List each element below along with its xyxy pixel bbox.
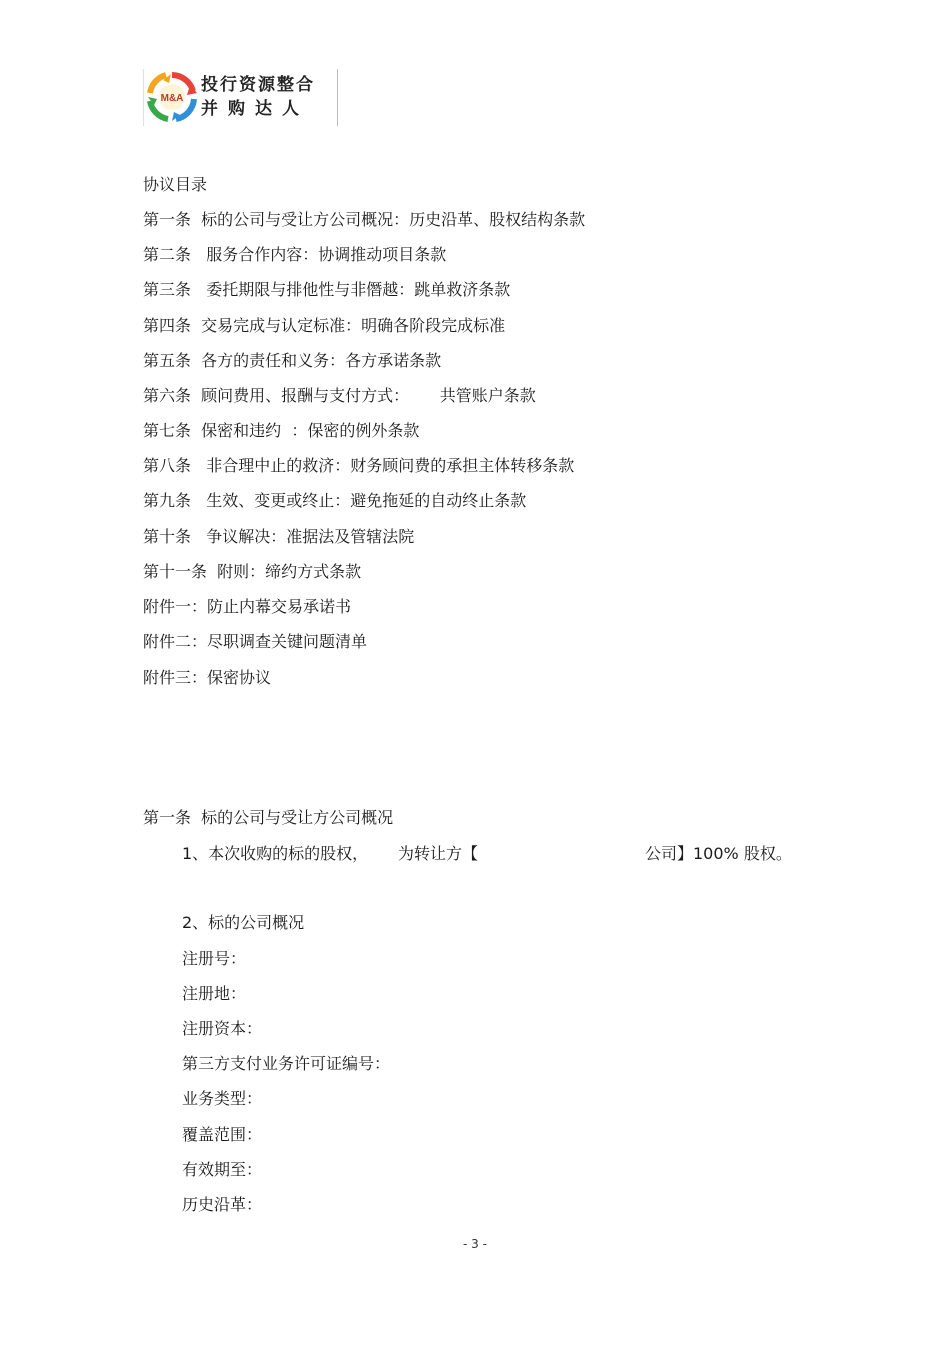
article-1-para-1-transferor: 为转让方【 [398,844,479,863]
company-field-label: 覆盖范围： [182,1125,263,1144]
toc-item: 第八条 非合理中止的救济：财务顾问费的承担主体转移条款 [143,456,575,475]
company-logo [143,69,338,126]
toc-item: 第六条 顾问费用、报酬与支付方式： 共管账户条款 [143,386,536,405]
article-1-para-1-end: 公司】100% 股权。 [645,844,792,863]
toc-item: 第四条 交易完成与认定标准：明确各阶段完成标准 [143,316,506,335]
page-number: - 3 - [463,1237,487,1251]
toc-title: 协议目录 [143,175,208,194]
toc-item: 附件一：防止内幕交易承诺书 [143,597,352,616]
toc-item: 第五条 各方的责任和义务：各方承诺条款 [143,351,442,370]
company-field-label: 注册号： [182,949,247,968]
toc-item: 第十一条 附则：缔约方式条款 [143,562,362,581]
recycle-arrows-logo-icon [146,71,198,123]
logo-mark-text: M&A [160,93,184,104]
logo-line-1: 投行资源整合 [201,75,315,95]
toc-item: 第九条 生效、变更或终止：避免拖延的自动终止条款 [143,491,527,510]
company-field-label: 有效期至： [182,1160,263,1179]
article-1-para-2-title: 2、标的公司概况 [182,913,305,932]
toc-item: 第二条 服务合作内容：协调推动项目条款 [143,245,447,264]
toc-item: 第三条 委托期限与排他性与非僭越：跳单救济条款 [143,280,511,299]
logo-slogan [201,73,315,121]
company-field-label: 业务类型： [182,1089,263,1108]
toc-item: 附件二：尽职调查关键问题清单 [143,632,368,651]
toc-item: 第十条 争议解决：准据法及管辖法院 [143,527,415,546]
company-field-label: 第三方支付业务许可证编号： [182,1054,391,1073]
company-field-label: 注册地： [182,984,247,1003]
article-1-para-1-start: 1、本次收购的标的股权， [182,844,369,863]
article-1-heading: 第一条 标的公司与受让方公司概况 [143,808,394,827]
company-field-label: 注册资本： [182,1019,263,1038]
company-field-label: 历史沿革： [182,1195,263,1214]
toc-item: 第一条 标的公司与受让方公司概况：历史沿革、股权结构条款 [143,210,586,229]
toc-item: 附件三：保密协议 [143,668,272,687]
toc-item: 第七条 保密和违约 ：保密的例外条款 [143,421,420,440]
logo-line-2: 并购达人 [201,99,309,119]
